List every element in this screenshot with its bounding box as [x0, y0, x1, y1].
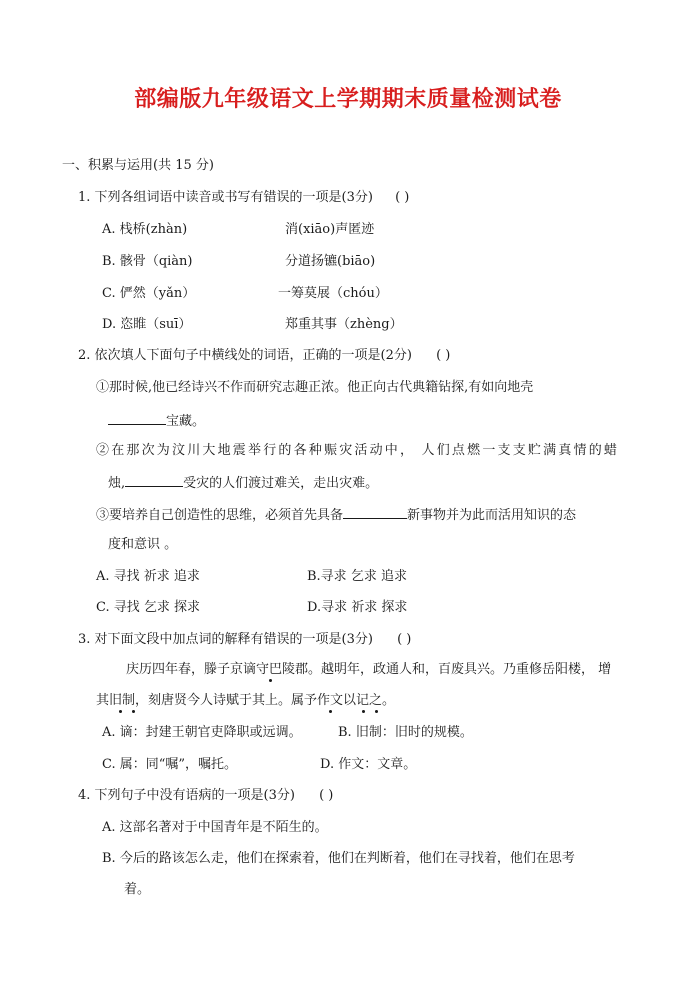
fill-blank: [108, 410, 166, 425]
q4-option-b: B. 今后的路该怎么走，他们在探索着，他们在判断着，他们在寻找着，他们在思考: [102, 851, 575, 866]
q2-options-ab: A. 寻找 祈求 追求 B.寻求 乞求 追求: [96, 569, 407, 584]
q2-stem: 2. 依次填人下面句子中横线处的词语，正确的一项是(2分) ( ): [78, 348, 451, 363]
q3-options-cd: C. 属：同“嘱”，嘱托。 D. 作文：文章。: [102, 757, 417, 772]
emphasis-dot: [329, 710, 332, 713]
q2-sentence-2: ②在那次为汶川大地震举行的各种赈灾活动中， 人们点燃一支支贮满真情的蜡: [96, 443, 620, 458]
q2-sentence-3: ③要培养自己创造性的思维，必须首先具备 新事物并为此而活用知识的态: [96, 504, 576, 526]
q2-options-cd: C. 寻找 乞求 探求 D.寻求 祈求 探求: [96, 600, 408, 615]
q3-stem: 3. 对下面文段中加点词的解释有错误的一项是(3分) ( ): [78, 632, 412, 647]
answer-bracket: ( ): [395, 190, 410, 205]
fill-blank: [343, 504, 407, 519]
q2-sentence-1-cont: 宝藏。: [108, 410, 205, 432]
section-heading: 一、积累与运用(共 15 分): [62, 158, 214, 173]
emphasis-dot: [132, 710, 135, 713]
q2-sentence-1: ①那时候,他已经诗兴不作而研究志趣正浓。他正向古代典籍钻探,有如向地壳: [96, 380, 534, 395]
emphasis-dot: [269, 679, 272, 682]
q4-stem: 4. 下列句子中没有语病的一项是(3分) ( ): [78, 788, 334, 803]
q3-passage-2: 其旧制，刻唐贤今人诗赋于其上。属予作文以记之。: [96, 693, 396, 708]
emphasis-dot: [119, 710, 122, 713]
q3-options-ab: A. 谪：封建王朝官吏降职或远调。 B. 旧制：旧时的规模。: [102, 725, 473, 740]
answer-bracket: ( ): [436, 348, 451, 363]
q3-passage-1: 庆历四年春，滕子京谪守巴陵郡。越明年，政通人和，百废具兴。乃重修岳阳楼， 增: [126, 662, 612, 677]
q1-option-b: B. 骸骨（qiàn) 分道扬镳(biāo): [102, 254, 376, 269]
q4-option-b-cont: 着。: [124, 882, 151, 897]
q1-option-a: A. 栈桥(zhàn) 消(xiāo)声匿迹: [102, 222, 375, 237]
q2-sentence-2-cont: 烛, 受灾的人们渡过难关，走出灾难。: [108, 472, 378, 494]
answer-bracket: ( ): [319, 788, 334, 803]
q2-sentence-3-cont: 度和意识 。: [108, 537, 178, 552]
q1-option-c: C. 俨然（yǎn） 一筹莫展（chóu）: [102, 286, 388, 301]
emphasis-dot: [375, 710, 378, 713]
answer-bracket: ( ): [397, 632, 412, 647]
page-title: 部编版九年级语文上学期期末质量检测试卷: [134, 87, 562, 112]
fill-blank: [125, 472, 183, 487]
q1-stem: 1. 下列各组词语中读音或书写有错误的一项是(3分) ( ): [78, 190, 410, 205]
q4-option-a: A. 这部名著对于中国青年是不陌生的。: [102, 820, 328, 835]
emphasis-dot: [362, 710, 365, 713]
q1-option-d: D. 恣睢（suī） 郑重其事（zhèng）: [102, 317, 403, 332]
